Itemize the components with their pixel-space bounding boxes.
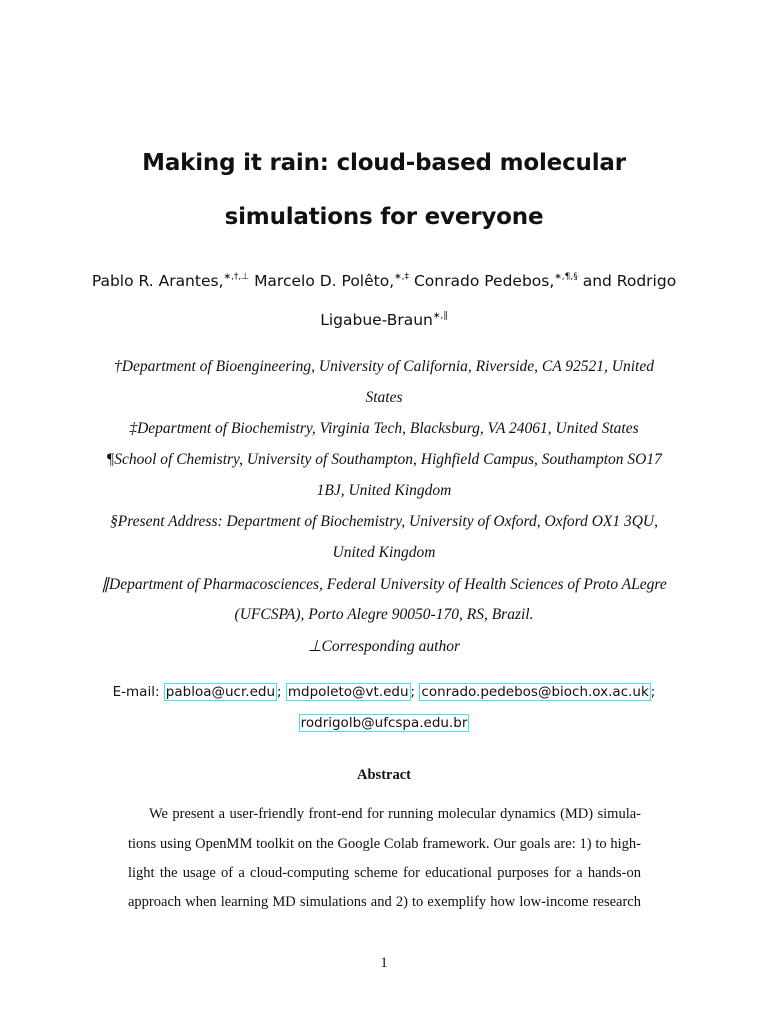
author-marks-poleto: ∗,‡ (394, 272, 410, 282)
author-poleto: Marcelo D. Polêto, (254, 272, 395, 290)
author-marks-arantes: ∗,†,⊥ (223, 272, 250, 282)
email-line (0, 684, 768, 700)
email-link-pedebos[interactable]: conrado.pedebos@bioch.ox.ac.uk (421, 684, 649, 700)
abstract-text-line: approach when learning MD simulations and 2) to exemplify how low-income research (128, 894, 641, 910)
paper-title-line-2: simulations for everyone (224, 204, 544, 230)
affiliation-line: ∥Department of Pharmacosciences, Federal University of Health Sciences of Proto ALegre (101, 576, 667, 593)
abstract-text-line: tions using OpenMM toolkit on the Google Colab framework. Our goals are: 1) to high- (128, 836, 641, 852)
email-separator: ; (650, 684, 656, 700)
author-and-rodrigo: and Rodrigo (582, 272, 677, 290)
author-list (0, 272, 768, 290)
affiliation-line: States (365, 389, 403, 406)
email-label: E-mail: (112, 684, 160, 700)
author-marks-ligabue-braun: ∗,∥ (432, 311, 448, 321)
affiliation-line: ‡Department of Biochemistry, Virginia Tech, Blacksburg, VA 24061, United States (129, 420, 639, 437)
affiliation-line: §Present Address: Department of Biochemistry, University of Oxford, Oxford OX1 3QU, (109, 513, 659, 530)
email-link-ligabue-braun[interactable]: rodrigolb@ufcspa.edu.br (300, 715, 468, 731)
email-link-poleto[interactable]: mdpoleto@vt.edu (287, 684, 409, 700)
email-separator: ; (277, 684, 282, 700)
paper-title-line-1: Making it rain: cloud-based molecular (142, 150, 626, 176)
affiliation-line: ¶School of Chemistry, University of Southampton, Highfield Campus, Southampton SO17 (106, 451, 662, 468)
abstract-heading: Abstract (357, 767, 411, 783)
email-line-2 (0, 715, 768, 731)
affiliation-line: †Department of Bioengineering, University of California, Riverside, CA 92521, United (114, 358, 654, 375)
email-separator: ; (410, 684, 416, 700)
author-list-line-2 (0, 311, 768, 329)
author-ligabue-braun: Ligabue-Braun (320, 311, 433, 329)
email-link-arantes[interactable]: pabloa@ucr.edu (165, 684, 276, 700)
abstract-text-line: light the usage of a cloud-computing scheme for educational purposes for a hands-on (128, 865, 641, 881)
corresponding-author-note: ⊥Corresponding author (307, 638, 460, 655)
author-marks-pedebos: ∗,¶,§ (554, 272, 578, 282)
page-number: 1 (380, 955, 388, 971)
abstract-text-line: We present a user-friendly front-end for running molecular dynamics (MD) simula- (149, 806, 641, 822)
author-pedebos: Conrado Pedebos, (413, 272, 555, 290)
affiliation-line: (UFCSPA), Porto Alegre 90050-170, RS, Brazil. (234, 606, 534, 623)
affiliation-line: 1BJ, United Kingdom (316, 482, 452, 499)
author-arantes: Pablo R. Arantes, (91, 272, 224, 290)
affiliation-line: United Kingdom (332, 544, 436, 561)
